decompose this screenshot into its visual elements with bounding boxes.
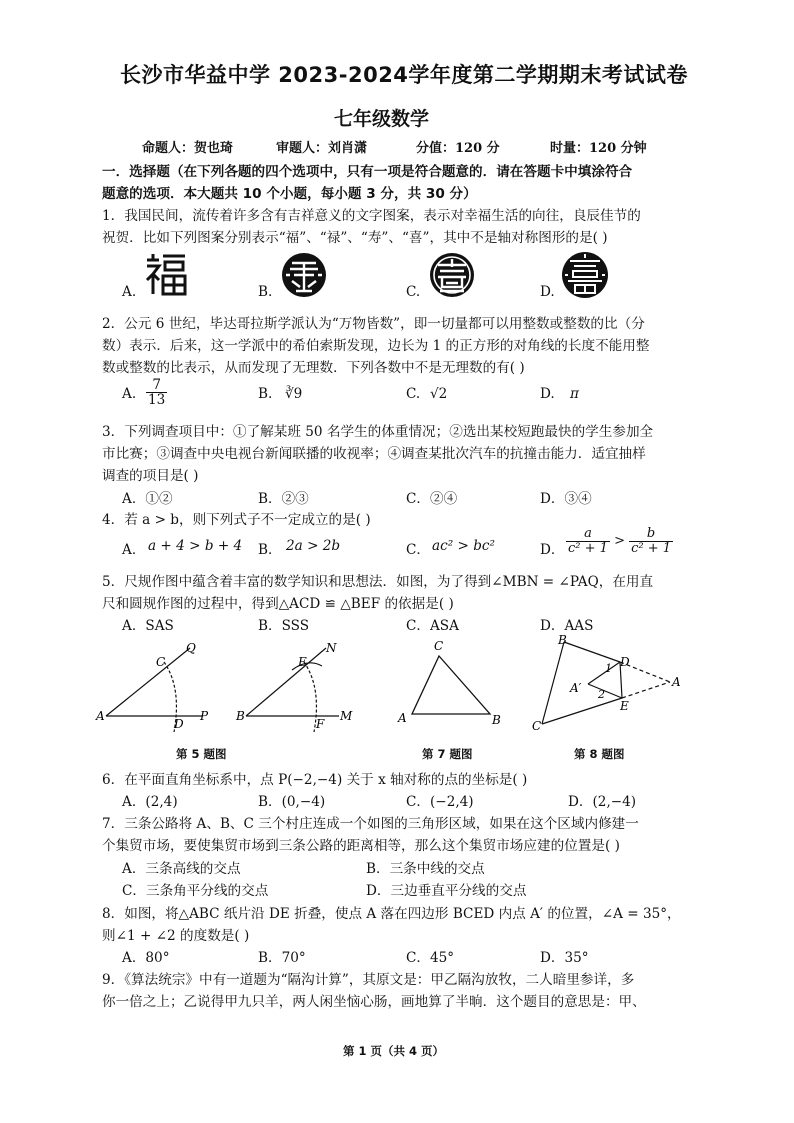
q9-line1: 9．《算法统宗》中有一道题为“隔沟计算”，其原文是：甲乙隔沟放牧，二人暗里参详，多	[102, 972, 635, 988]
fig8-label-a: A	[672, 675, 681, 689]
q4-option-d-label: D．	[540, 542, 565, 558]
figure-7-diagram	[394, 636, 514, 732]
q1-option-d-label: D.	[540, 284, 555, 300]
time-limit: 时量：120 分钟	[550, 141, 647, 156]
q7-option-a: A．三条高线的交点	[122, 861, 241, 877]
fig5-label-n: N	[326, 641, 337, 655]
q8-line1: 8．如图，将△ABC 纸片沿 DE 折叠，使点 A 落在四边形 BCED 内点 A′ 的位置，∠A = 35°，	[102, 906, 681, 922]
q4-d-denominator-b: c² + 1	[631, 540, 672, 556]
q3-option-c: C．②④	[406, 491, 458, 507]
q1-option-c-label: C.	[406, 284, 421, 300]
fu-emblem-icon	[143, 252, 189, 298]
q2-option-d-label: D.	[540, 386, 555, 402]
q4-d-numerator-b: b	[629, 527, 673, 542]
reviewer: 审题人：刘肖潇	[276, 141, 368, 156]
q4-d-denominator-a: c² + 1	[568, 540, 608, 556]
q2-option-a-label: A.	[122, 386, 137, 402]
q2-a-numerator: 7	[146, 378, 167, 393]
q7-option-c: C．三条角平分线的交点	[122, 883, 269, 899]
shou-emblem-icon	[428, 251, 476, 299]
lu-emblem-icon	[280, 251, 328, 299]
q6-line1: 6．在平面直角坐标系中，点 P(−2,−4) 关于 x 轴对称的点的坐标是( )	[102, 772, 528, 788]
xi-emblem-icon	[560, 250, 610, 300]
q2-option-b-value: ∛9	[285, 386, 303, 402]
q8-option-d: D．35°	[540, 950, 589, 966]
q2-line2: 数）表示．后来，这一学派中的希伯索斯发现，边长为 1 的正方形的对角线的长度不能用整	[102, 338, 650, 354]
q4-option-a-value: a + 4 > b + 4	[148, 538, 243, 554]
q5-option-c: C．ASA	[406, 618, 459, 634]
q6-option-a: A．(2,4)	[122, 794, 178, 810]
fig5-caption: 第 5 题图	[176, 747, 227, 761]
fig5-label-a: A	[96, 709, 105, 723]
figure-5-diagram	[94, 640, 404, 740]
q4-option-d-value	[566, 527, 673, 555]
fig5-label-f: F	[316, 717, 325, 731]
figure-8-diagram	[530, 632, 690, 734]
q8-option-a: A．80°	[122, 950, 170, 966]
q7-line2: 个集贸市场，要使集贸市场到三条公路的距离相等，那么这个集贸市场应建的位置是( )	[102, 838, 620, 854]
section-heading-line2: 题意的选项．本大题共 10 个小题，每小题 3 分，共 30 分）	[102, 186, 477, 202]
q5-option-a: A．SAS	[122, 618, 174, 634]
fig8-label-angle1: 1	[605, 662, 612, 675]
fig5-label-m: M	[340, 709, 353, 723]
q2-option-a-fraction	[146, 378, 167, 408]
q2-option-b-label: B.	[258, 386, 273, 402]
q4-option-c-value: ac² > bc²	[432, 538, 495, 554]
fig8-label-angle2: 2	[598, 688, 605, 701]
fig8-caption: 第 8 题图	[574, 747, 625, 761]
q3-line3: 调查的项目是( )	[102, 468, 199, 484]
q1-line2: 祝贺．比如下列图案分别表示“福”、“禄”、“寿”、“喜”，其中不是轴对称图形的是( )	[102, 230, 608, 246]
q7-option-d: D．三边垂直平分线的交点	[366, 883, 527, 899]
q4-option-a-label: A．	[122, 542, 146, 558]
fig5-label-p: P	[200, 709, 209, 723]
exam-title: 长沙市华益中学 2023-2024学年度第二学期期末考试试卷	[120, 63, 688, 87]
q4-line1: 4．若 a > b，则下列式子不一定成立的是( )	[102, 512, 371, 528]
q5-option-d: D．AAS	[540, 618, 594, 634]
q3-option-a: A．①②	[122, 491, 173, 507]
fig8-label-b: B	[558, 633, 567, 647]
exam-subtitle: 七年级数学	[334, 108, 430, 130]
q5-line1: 5．尺规作图中蕴含着丰富的数学知识和思想法．如图，为了得到∠MBN = ∠PAQ，在用直	[102, 574, 654, 590]
fig8-label-c: C	[532, 719, 542, 733]
q9-line2: 你一倍之上；乙说得甲九只羊，两人闲坐恼心肠，画地算了半晌．这个题目的意思是：甲、	[102, 994, 646, 1010]
fig8-label-e: E	[620, 699, 629, 713]
total-score: 分值：120 分	[416, 141, 500, 156]
q8-option-c: C．45°	[406, 950, 455, 966]
fig7-label-c: C	[434, 639, 444, 653]
q4-option-c-label: C．	[406, 542, 430, 558]
q2-line3: 数或整数的比表示，从而发现了无理数．下列各数中不是无理数的有( )	[102, 360, 525, 376]
q2-option-d-value: π	[570, 386, 579, 402]
q6-option-d: D．(2,−4)	[568, 794, 637, 810]
q2-a-denominator: 13	[148, 392, 166, 409]
q5-line2: 尺和圆规作图的过程中，得到△ACD ≌ △BEF 的依据是( )	[102, 596, 454, 612]
q8-line2: 则∠1 + ∠2 的度数是( )	[102, 928, 250, 944]
q2-line1: 2．公元 6 世纪，毕达哥拉斯学派认为“万物皆数”，即一切量都可以用整数或整数的比（分	[102, 316, 645, 332]
q3-line2: 市比赛；③调查中央电视台新闻联播的收视率；④调查某批次汽车的抗撞击能力．适宜抽样	[102, 446, 646, 462]
fig7-label-b: B	[492, 713, 501, 727]
q3-line1: 3．下列调查项目中：①了解某班 50 名学生的体重情况；②选出某校短跑最快的学生参加全	[102, 424, 654, 440]
q7-option-b: B．三条中线的交点	[366, 861, 485, 877]
q4-d-numerator-a: a	[566, 527, 610, 542]
q6-option-b: B．(0,−4)	[258, 794, 326, 810]
question-setter: 命题人：贺也琦	[142, 141, 234, 156]
q2-option-c-value: √2	[430, 386, 448, 402]
section-heading-line1: 一．选择题（在下列各题的四个选项中，只有一项是符合题意的．请在答题卡中填涂符合	[102, 164, 633, 180]
q1-option-a-label: A.	[122, 284, 137, 300]
q3-option-d: D．③④	[540, 491, 592, 507]
q4-d-greater-than: >	[614, 533, 625, 549]
q5-option-b: B．SSS	[258, 618, 310, 634]
q7-line1: 7．三条公路将 A、B、C 三个村庄连成一个如图的三角形区域，如果在这个区域内修建一	[102, 816, 639, 832]
q1-option-b-label: B.	[258, 284, 273, 300]
fig8-label-a-prime: A′	[570, 681, 582, 695]
q2-option-c-label: C.	[406, 386, 421, 402]
q3-option-b: B．②③	[258, 491, 309, 507]
q1-line1: 1．我国民间，流传着许多含有吉祥意义的文字图案，表示对幸福生活的向往，良辰佳节的	[102, 208, 641, 224]
q4-option-b-value: 2a > 2b	[286, 538, 341, 554]
q4-option-b-label: B．	[258, 542, 282, 558]
fig5-label-c: C	[156, 655, 166, 669]
fig5-label-d: D	[174, 717, 184, 731]
fig7-label-a: A	[398, 711, 407, 725]
fig8-label-d: D	[620, 655, 630, 669]
q6-option-c: C．(−2,4)	[406, 794, 474, 810]
fig5-label-q: Q	[186, 641, 196, 655]
page-number: 第 1 页（共 4 页）	[343, 1044, 445, 1058]
fig5-label-b: B	[236, 709, 245, 723]
fig5-label-e: E	[298, 655, 307, 669]
fig7-caption: 第 7 题图	[422, 747, 473, 761]
q8-option-b: B．70°	[258, 950, 306, 966]
